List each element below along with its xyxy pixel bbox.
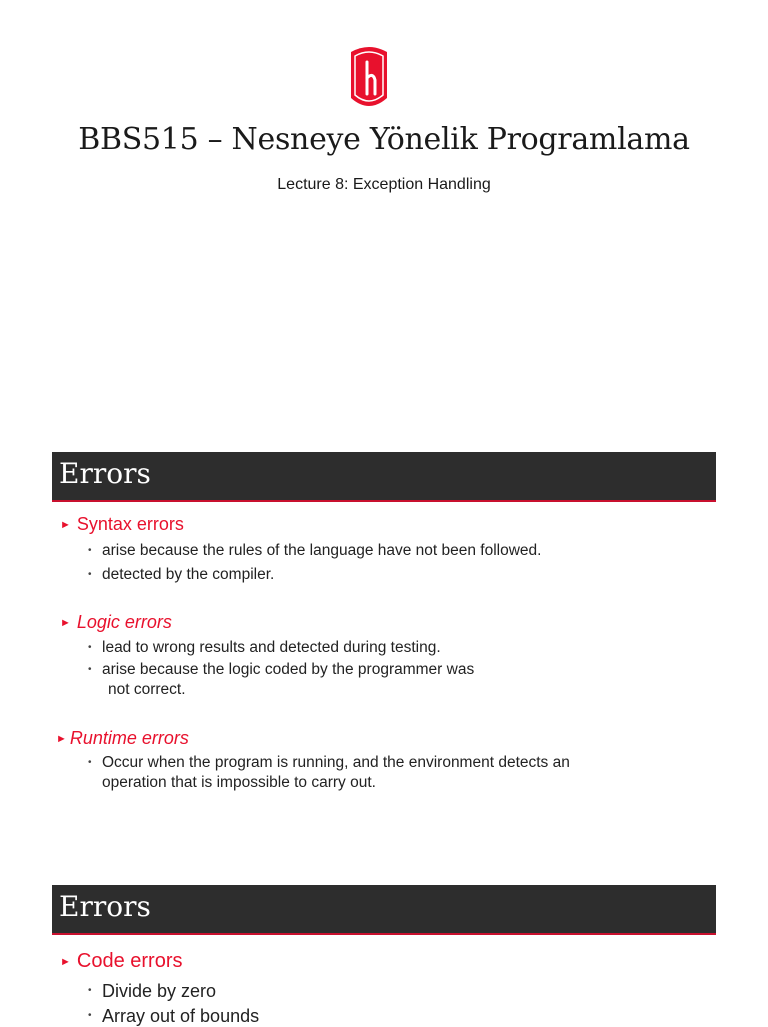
section-runtime-errors: ► Runtime errors xyxy=(56,728,189,748)
list-item: • Occur when the program is running, and the environment detects an xyxy=(88,754,570,771)
list-item: • Divide by zero xyxy=(88,981,217,1001)
list-item: • arise because the logic coded by the programmer was xyxy=(88,661,475,678)
slide-header-title: Errors xyxy=(59,457,151,490)
right-triangle-icon: ► xyxy=(60,617,71,629)
section-syntax-errors: ► Syntax errors xyxy=(60,514,184,534)
list-item-continuation: not correct. xyxy=(108,681,186,698)
section-logic-errors: ► Logic errors xyxy=(60,612,172,632)
list-item: • detected by the compiler. xyxy=(88,566,275,583)
list-item: • Array out of bounds xyxy=(88,1006,260,1026)
hacettepe-logo-icon xyxy=(345,44,393,110)
right-triangle-icon: ► xyxy=(60,519,71,531)
section-code-errors: ► Code errors xyxy=(60,950,183,972)
bullet-dot-icon: • xyxy=(88,569,92,580)
bullet-dot-icon: • xyxy=(88,664,92,675)
bullet-dot-icon: • xyxy=(88,545,92,556)
lecture-subtitle: Lecture 8: Exception Handling xyxy=(277,176,491,193)
bullet-dot-icon: • xyxy=(88,1010,92,1021)
bullet-dot-icon: • xyxy=(88,757,92,768)
slide-header-errors-1 xyxy=(52,452,716,502)
title-slide xyxy=(0,0,768,420)
right-triangle-icon: ► xyxy=(60,956,71,968)
presentation-title: BBS515 – Nesneye Yönelik Programlama xyxy=(78,122,690,157)
list-item: • lead to wrong results and detected during testing. xyxy=(88,639,441,656)
list-item: • arise because the rules of the language have not been followed. xyxy=(88,542,542,559)
slide-header-errors-2 xyxy=(52,885,716,935)
bullet-dot-icon: • xyxy=(88,985,92,996)
right-triangle-icon: ► xyxy=(56,733,67,745)
list-item-continuation: operation that is impossible to carry out. xyxy=(102,774,376,791)
slide-header-title: Errors xyxy=(59,890,151,923)
bullet-dot-icon: • xyxy=(88,642,92,653)
